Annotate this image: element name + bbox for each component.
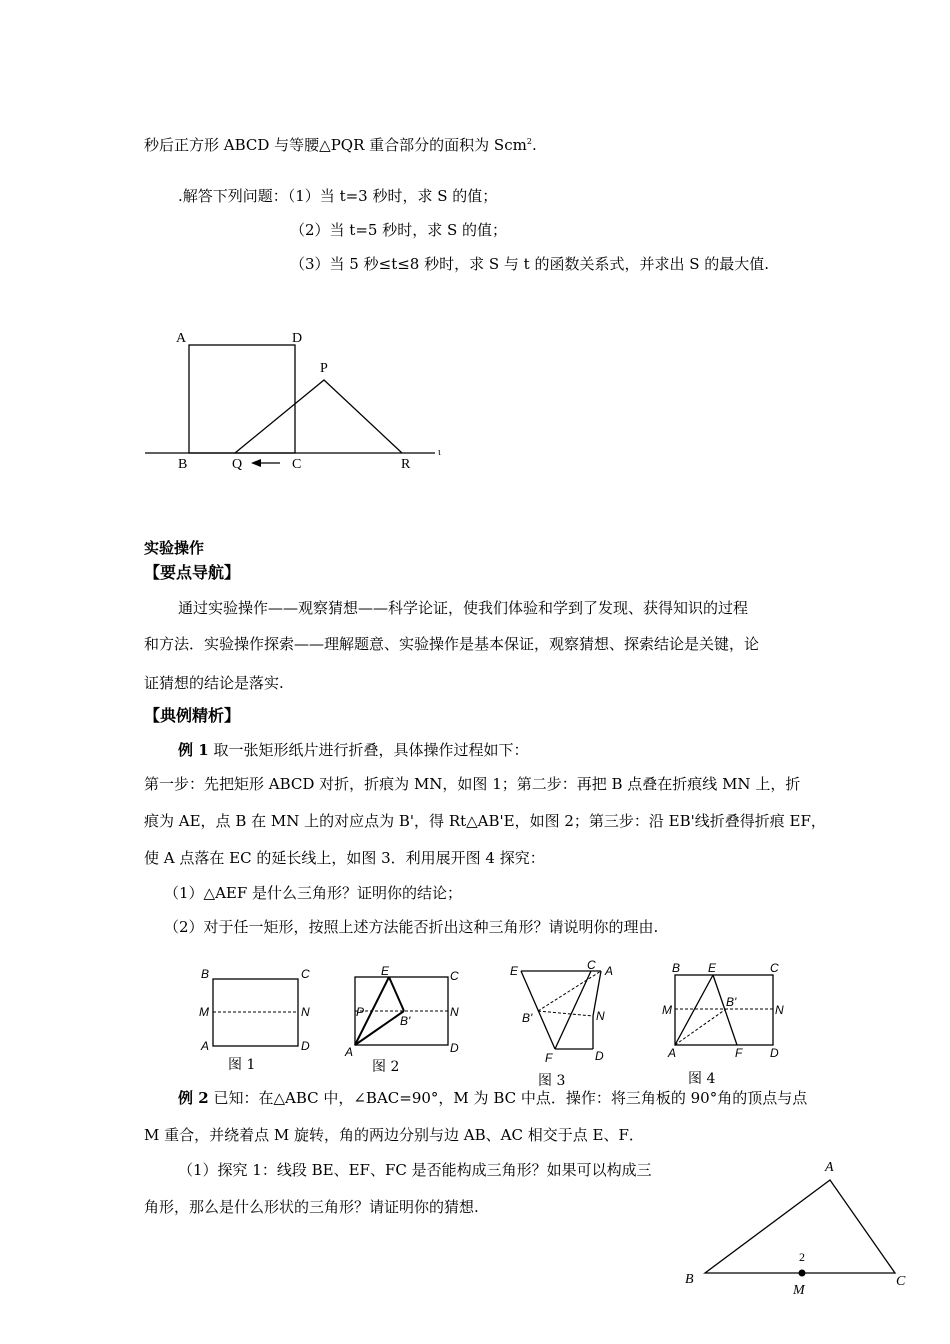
fig2-caption: 图 2 <box>372 1059 400 1075</box>
svg-text:A: A <box>201 1039 210 1053</box>
triangle-pqr <box>235 380 402 453</box>
question-intro: .解答下列问题：（1）当 t=3 秒时，求 S 的值； <box>178 187 498 205</box>
key-points-p3: 证猜想的结论是落实. <box>144 674 284 692</box>
svg-text:D: D <box>595 1049 604 1063</box>
label-l: ι <box>438 447 441 458</box>
fig1-rectangle <box>195 962 315 1062</box>
example2-q1b: 角形，那么是什么形状的三角形？请证明你的猜想. <box>144 1198 479 1216</box>
label-a: A <box>825 1160 834 1175</box>
question-2: （2）当 t=5 秒时，求 S 的值； <box>290 221 508 239</box>
svg-text:C: C <box>450 969 459 983</box>
svg-text:E: E <box>510 964 519 978</box>
svg-text:M: M <box>199 1005 209 1019</box>
svg-text:C: C <box>587 958 596 972</box>
fig2-fold <box>340 962 470 1062</box>
svg-text:A: A <box>345 1045 354 1059</box>
svg-text:C: C <box>770 961 779 975</box>
problem-line1: 秒后正方形 ABCD 与等腰△PQR 重合部分的面积为 Scm$^2$. <box>144 136 537 154</box>
example1-step2: 痕为 AE，点 B 在 MN 上的对应点为 B'，得 Rt△AB'E，如图 2；第三步：沿 EB'线折叠得折痕 EF， <box>144 812 826 830</box>
svg-text:B': B' <box>726 995 737 1009</box>
svg-text:B': B' <box>522 1011 533 1025</box>
triangle-abc-figure <box>675 1150 915 1300</box>
svg-text:M: M <box>662 1003 672 1017</box>
example1-step3: 使 A 点落在 EC 的延长线上，如图 3．利用展开图 4 探究： <box>144 849 545 867</box>
square-abcd <box>189 345 295 453</box>
example2-q1a: （1）探究 1：线段 BE、EF、FC 是否能构成三角形？如果可以构成三 <box>178 1161 652 1179</box>
label-b: B <box>178 457 188 472</box>
question-3: （3）当 5 秒≤t≤8 秒时，求 S 与 t 的函数关系式，并求出 S 的最大值. <box>290 255 770 273</box>
svg-text:N: N <box>596 1009 605 1023</box>
svg-text:D: D <box>450 1041 459 1055</box>
fig3-caption: 图 3 <box>538 1073 566 1089</box>
key-points-p2: 和方法．实验操作探索——理解题意、实验操作是基本保证，观察猜想、探索结论是关键，论 <box>144 635 760 653</box>
label-m: M <box>793 1283 805 1298</box>
svg-text:C: C <box>301 967 310 981</box>
svg-text:N: N <box>450 1005 459 1019</box>
example2-text1: 例 2 已知：在△ABC 中，∠BAC=90°，M 为 BC 中点．操作：将三角板的 90°角的顶点与点 <box>178 1089 808 1107</box>
label-2: 2 <box>799 1250 805 1264</box>
svg-text:B: B <box>201 967 210 981</box>
section-title: 实验操作 <box>144 539 205 557</box>
example1-step1: 第一步：先把矩形 ABCD 对折，折痕为 MN，如图 1；第二步：再把 B 点叠在折痕线 MN 上，折 <box>144 775 801 793</box>
key-points-p1: 通过实验操作——观察猜想——科学论证，使我们体验和学到了发现、获得知识的过程 <box>178 599 749 617</box>
label-b: B <box>685 1272 694 1287</box>
key-points-heading: 【要点导航】 <box>144 563 241 582</box>
svg-text:N: N <box>301 1005 310 1019</box>
svg-text:B': B' <box>400 1014 411 1028</box>
svg-text:E: E <box>708 961 717 975</box>
label-d: D <box>292 331 303 346</box>
fig1-caption: 图 1 <box>228 1057 256 1073</box>
fig4-unfolded <box>660 960 790 1060</box>
label-c: C <box>896 1274 906 1289</box>
svg-text:D: D <box>770 1046 779 1060</box>
examples-heading: 【典例精析】 <box>144 706 241 725</box>
svg-text:F: F <box>545 1051 553 1065</box>
svg-text:A: A <box>668 1046 677 1060</box>
example1-q1: （1）△AEF 是什么三角形？证明你的结论； <box>164 884 463 902</box>
label-a: A <box>176 331 187 346</box>
svg-text:D: D <box>301 1039 310 1053</box>
label-r: R <box>401 457 411 472</box>
svg-text:N: N <box>775 1003 784 1017</box>
arrow-head <box>251 459 261 467</box>
svg-text:A: A <box>605 964 614 978</box>
svg-text:E: E <box>381 964 390 978</box>
fig3-fold <box>505 958 625 1065</box>
label-q: Q <box>232 457 243 472</box>
svg-text:B: B <box>672 961 681 975</box>
fig4-caption: 图 4 <box>688 1071 716 1087</box>
point-m <box>799 1270 806 1277</box>
example2-text2: M 重合，并绕着点 M 旋转，角的两边分别与边 AB、AC 相交于点 E、F． <box>144 1126 644 1144</box>
svg-text:F: F <box>735 1046 743 1060</box>
label-c: C <box>292 457 302 472</box>
svg-text:P: P <box>356 1005 365 1019</box>
label-p: P <box>320 361 328 376</box>
example1-q2: （2）对于任一矩形，按照上述方法能否折出这种三角形？请说明你的理由. <box>164 918 659 936</box>
example1-intro: 例 1 取一张矩形纸片进行折叠，具体操作过程如下： <box>178 741 529 759</box>
square-triangle-figure <box>140 325 450 475</box>
